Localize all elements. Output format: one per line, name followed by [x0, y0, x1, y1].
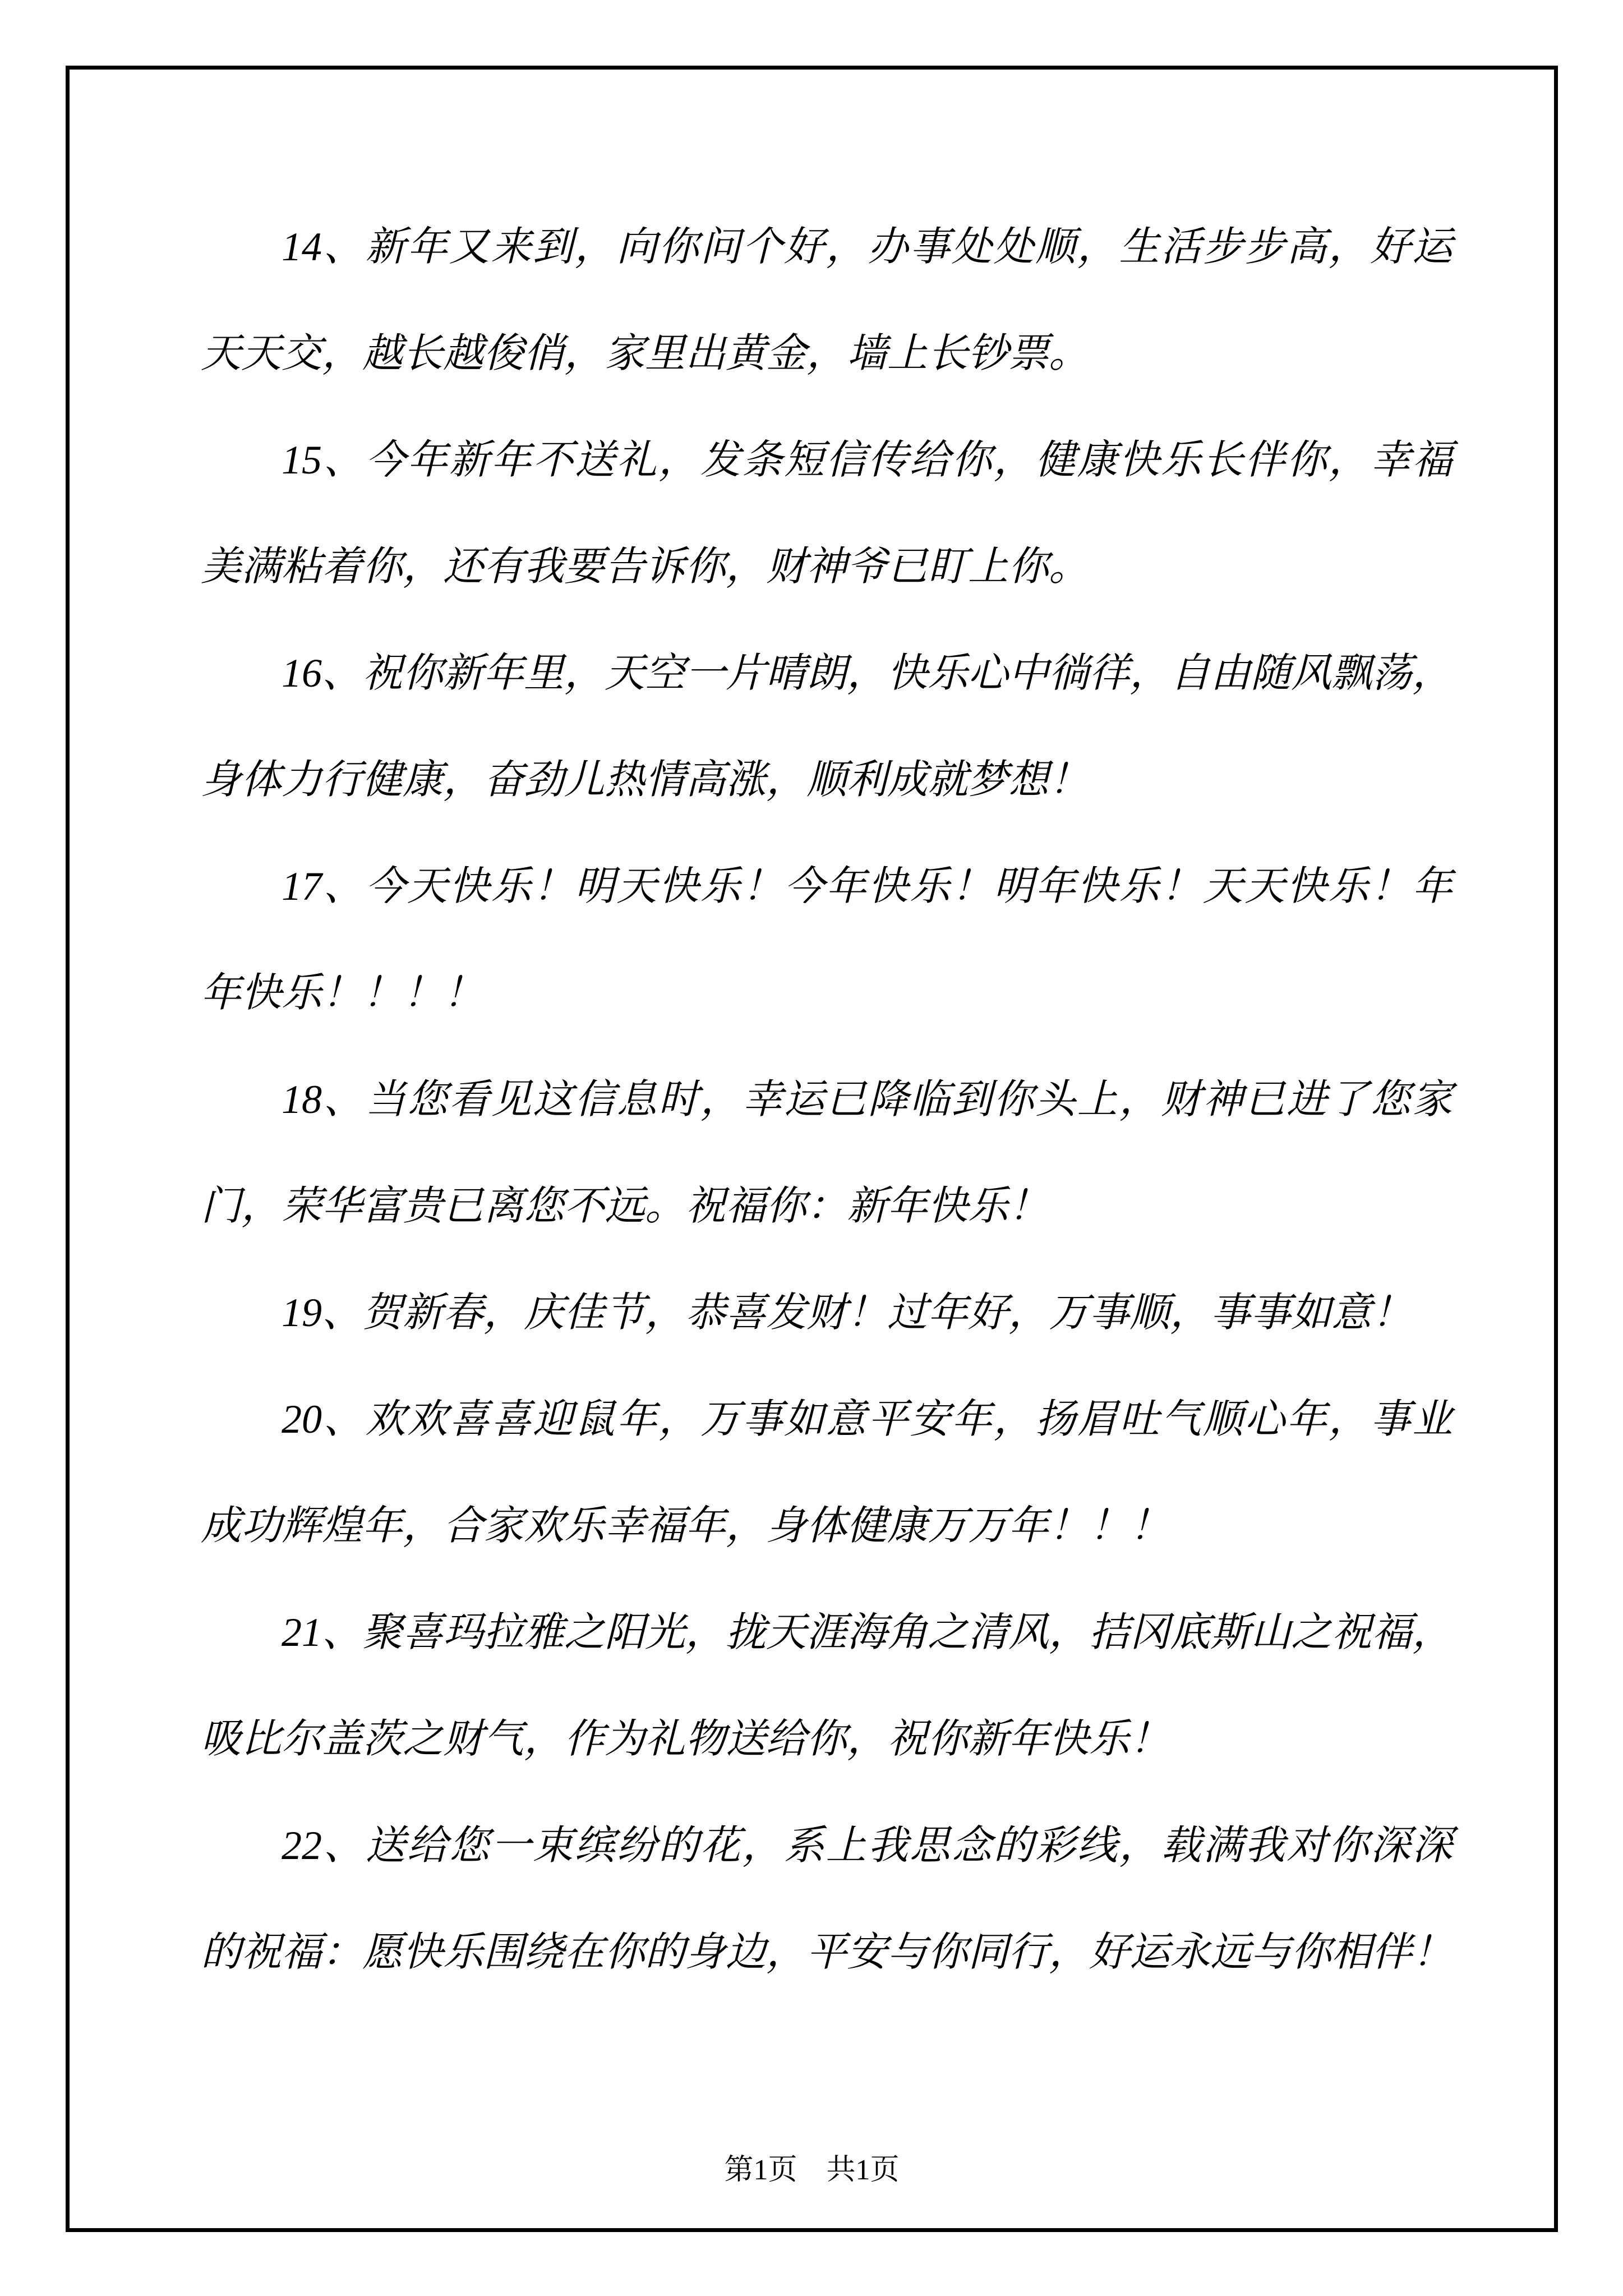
text-line: 门，荣华富贵已离您不远。祝福你：新年快乐！ [201, 1184, 1049, 1228]
paragraph-22 [201, 1792, 1453, 2005]
text-line: 美满粘着你，还有我要告诉你，财神爷已盯上你。 [201, 544, 1090, 589]
paragraph-18 [201, 1046, 1453, 1259]
text-line: 的祝福：愿快乐围绕在你的身边，平安与你同行，好运永远与你相伴！ [201, 1930, 1453, 1975]
text-line: 17、今天快乐！明天快乐！今年快乐！明年快乐！天天快乐！年 [282, 864, 1453, 909]
text-line: 14、新年又来到，向你问个好，办事处处顺，生活步步高，好运 [282, 224, 1453, 269]
page-border-frame [66, 66, 1558, 2232]
text-line: 20、欢欢喜喜迎鼠年，万事如意平安年，扬眉吐气顺心年，事业 [282, 1397, 1453, 1442]
paragraph-15 [201, 407, 1453, 620]
text-line: 成功辉煌年，合家欢乐幸福年，身体健康万万年！！！ [201, 1503, 1170, 1548]
text-line: 身体力行健康，奋劲儿热情高涨，顺利成就梦想！ [201, 757, 1090, 802]
text-line: 吸比尔盖茨之财气，作为礼物送给你，祝你新年快乐！ [201, 1717, 1170, 1761]
paragraph-20 [201, 1366, 1453, 1579]
paragraph-19 [201, 1259, 1453, 1366]
text-line: 16、祝你新年里，天空一片晴朗，快乐心中徜徉，自由随风飘荡， [282, 651, 1453, 696]
page-number-label: 第1页 共1页 [724, 2154, 900, 2186]
text-line: 21、聚喜玛拉雅之阳光，拢天涯海角之清风，拮冈底斯山之祝福， [282, 1610, 1453, 1655]
paragraph-17 [201, 833, 1453, 1046]
document-body [201, 194, 1453, 2005]
text-line: 22、送给您一束缤纷的花，系上我思念的彩线，载满我对你深深 [282, 1823, 1453, 1868]
text-line: 19、贺新春，庆佳节，恭喜发财！过年好，万事顺，事事如意！ [282, 1290, 1413, 1335]
page-footer [70, 2153, 1554, 2188]
text-line: 18、当您看见这信息时，幸运已降临到你头上，财神已进了您家 [282, 1077, 1453, 1122]
text-line: 天天交，越长越俊俏，家里出黄金，墙上长钞票。 [201, 331, 1090, 376]
text-line: 年快乐！！！！ [201, 970, 484, 1015]
paragraph-14 [201, 194, 1453, 407]
paragraph-16 [201, 620, 1453, 833]
paragraph-21 [201, 1579, 1453, 1792]
text-line: 15、今年新年不送礼，发条短信传给你，健康快乐长伴你，幸福 [282, 438, 1453, 482]
